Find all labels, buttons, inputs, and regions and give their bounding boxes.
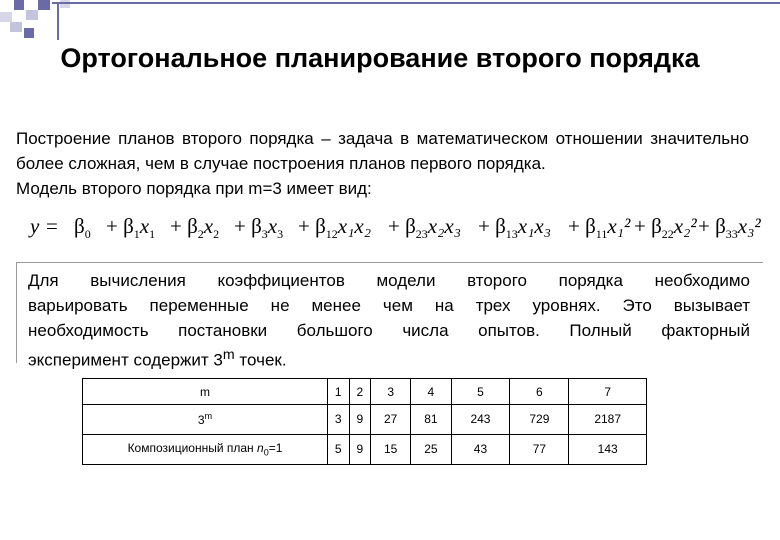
table-cell: 3 [371, 379, 411, 405]
requirements-paragraph [28, 268, 750, 373]
intro-line-3-prefix: Модель второго порядка при [16, 179, 249, 198]
table-cell: 5 [451, 379, 510, 405]
formula-term-12: + $\beta_{12}x_1x_2$ [298, 214, 372, 242]
intro-line-1: Построение планов второго порядка – задача в математическом отношении [16, 129, 643, 148]
table-cell: 3 [328, 405, 350, 435]
formula-term-2: + $\beta_2x_2$ [170, 214, 220, 242]
table-cell: 5 [328, 434, 350, 464]
formula-term-22: + $\beta_{22}x_2^2$ [634, 214, 697, 242]
row-label-3m: 3$^m$ [83, 405, 328, 435]
formula-lhs: y = [30, 214, 59, 238]
intro-paragraph [16, 126, 749, 201]
table-cell: 1 [328, 379, 350, 405]
table-row [83, 405, 647, 435]
table-cell: 6 [510, 379, 569, 405]
formula-term-23: + $\beta_{23}x_2x_3$ [388, 214, 462, 242]
para2-line-1: Для вычисления коэффициентов модели второго порядка необходимо [28, 271, 750, 290]
slide-decoration [0, 0, 780, 40]
table-cell: 77 [510, 434, 569, 464]
row-label-m: m [83, 379, 328, 405]
para2-line-4: эксперимент содержит 3$^m$ точек. [28, 347, 287, 370]
formula-term-0: $\beta_0$ [74, 214, 91, 242]
table-cell: 27 [371, 405, 411, 435]
intro-line-3-var: m [248, 179, 263, 198]
para2-line-3: необходимость постановки большого числа опытов. Полный факторный [28, 321, 750, 340]
model-formula [30, 208, 760, 256]
formula-term-33: + $\beta_{33}x_3^2$ [698, 214, 761, 242]
table-cell: 7 [569, 379, 647, 405]
table-row [83, 434, 647, 464]
table-row [83, 379, 647, 405]
table-cell: 9 [349, 405, 371, 435]
formula-term-1: + $\beta_1x_1$ [106, 214, 156, 242]
formula-term-3: + $\beta_3x_3$ [234, 214, 284, 242]
slide-title: Ортогональное планирование второго порядка [60, 43, 700, 73]
table-cell: 15 [371, 434, 411, 464]
table-cell: 43 [451, 434, 510, 464]
experiment-table [82, 378, 647, 465]
intro-line-2: значительно более сложная, чем в случае построения планов первого порядка. [16, 129, 749, 173]
table-cell: 25 [411, 434, 451, 464]
table-cell: 2 [349, 379, 371, 405]
formula-term-11: + $\beta_{11}x_1^2$ [568, 214, 631, 242]
table-cell: 143 [569, 434, 647, 464]
table-cell: 4 [411, 379, 451, 405]
table-cell: 729 [510, 405, 569, 435]
intro-line-3-suffix: =3 имеет вид: [262, 179, 372, 198]
table-cell: 2187 [569, 405, 647, 435]
row-label-composite-plan: Композиционный план $n_0=1$ [83, 434, 328, 464]
table-cell: 243 [451, 405, 510, 435]
formula-term-13: + $\beta_{13}x_1x_3$ [478, 214, 552, 242]
table-cell: 81 [411, 405, 451, 435]
para2-line-2: варьировать переменные не менее чем на трех уровнях. Это вызывает [28, 296, 750, 315]
table-cell: 9 [349, 434, 371, 464]
